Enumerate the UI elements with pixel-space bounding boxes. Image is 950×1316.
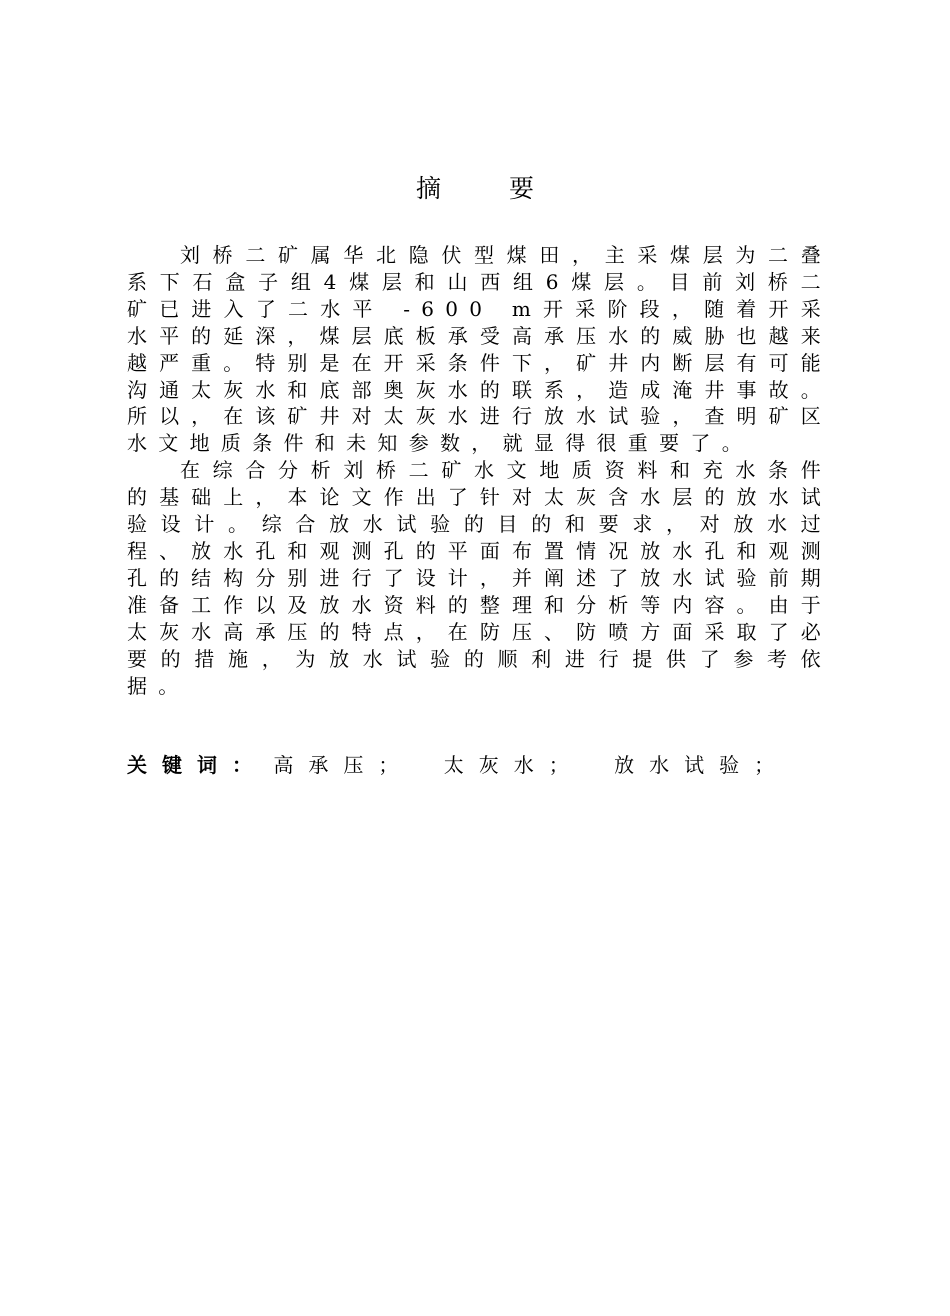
abstract-paragraph-2: 在综合分析刘桥二矿水文地质资料和充水条件的基础上，本论文作出了针对太灰含水层的放水试验设计。综合放水试验的目的和要求，对放水过程、放水孔和观测孔的平面布置情况放水孔和观测孔的结构分别进行了设计，并阐述了放水试验前期准备工作以及放水资料的整理和分析等内容。由于太灰水高承压的特点，在防压、防喷方面采取了必要的措施，为放水试验的顺利进行提供了参考依据。 — [127, 458, 832, 698]
abstract-title: 摘 要 — [416, 174, 564, 203]
keywords-label: 关键词： — [127, 753, 267, 777]
keywords-line — [127, 752, 832, 779]
keyword-1: 高承压； — [273, 753, 414, 777]
keyword-2: 太灰水； — [443, 753, 584, 777]
abstract-paragraph-1: 刘桥二矿属华北隐伏型煤田，主采煤层为二叠系下石盒子组4煤层和山西组6煤层。目前刘桥二矿已进入了二水平 -600 m开采阶段，随着开采水平的延深，煤层底板承受高承压水的威胁也越来越严重。特别是在开采条件下，矿井内断层有可能沟通太灰水和底部奥灰水的联系，造成淹井事故。所以，在该矿井对太灰水进行放水试验，查明矿区水文地质条件和未知参数，就显得很重要了。 — [127, 243, 832, 456]
keyword-3: 放水试验； — [614, 753, 790, 777]
abstract-body — [127, 242, 832, 699]
